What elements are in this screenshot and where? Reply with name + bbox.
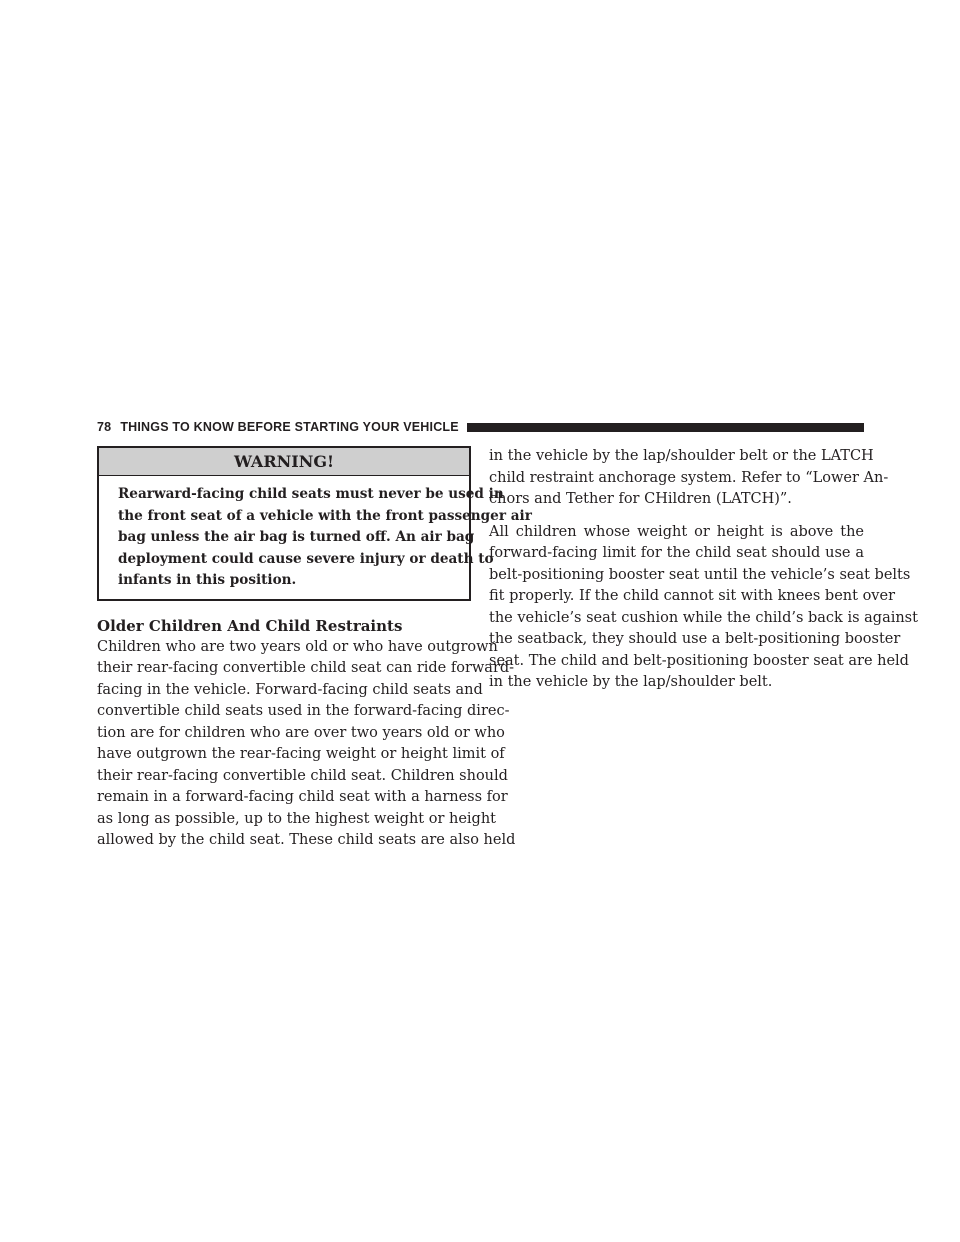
warning-line: bag unless the air bag is turned off. An air bag <box>118 529 475 545</box>
warning-line: deployment could cause severe injury or death to <box>118 550 494 567</box>
text-line: fit properly. If the child cannot sit with knees bent over <box>489 588 896 604</box>
page-number: 78 <box>97 420 112 434</box>
text-line: Children who are two years old or who have outgrown <box>97 638 498 655</box>
warning-text <box>99 476 532 599</box>
body-paragraph <box>97 637 516 852</box>
body-paragraph <box>489 522 918 694</box>
header-rule <box>467 423 864 432</box>
right-column <box>489 446 918 694</box>
text-line: seat. The child and belt-positioning booster seat are held <box>489 652 909 669</box>
warning-box <box>97 446 532 601</box>
section-heading: Older Children And Child Restraints <box>97 616 403 635</box>
warning-title: WARNING! <box>99 448 469 476</box>
text-line: have outgrown the rear-facing weight or height limit of <box>97 746 505 762</box>
text-line: allowed by the child seat. These child seats are also held <box>97 832 516 848</box>
text-line: the vehicle’s seat cushion while the child’s back is against <box>489 609 918 626</box>
page-header <box>97 417 864 437</box>
warning-line: the front seat of a vehicle with the front passenger air <box>118 507 532 524</box>
text-line: their rear-facing convertible child seat can ride forward- <box>97 660 515 676</box>
text-line: All children whose weight or height is above the <box>489 523 864 540</box>
text-line: as long as possible, up to the highest weight or height <box>97 810 497 827</box>
warning-line: Rearward-facing child seats must never be used in <box>118 486 504 502</box>
section-title: THINGS TO KNOW BEFORE STARTING YOUR VEHICLE <box>120 420 459 434</box>
warning-line: infants in this position. <box>118 572 297 588</box>
text-line: in the vehicle by the lap/shoulder belt or the LATCH <box>489 448 874 464</box>
text-line: in the vehicle by the lap/shoulder belt. <box>489 674 773 690</box>
text-line: tion are for children who are over two years old or who <box>97 724 505 741</box>
text-line: convertible child seats used in the forward-facing direc- <box>97 703 510 719</box>
text-line: the seatback, they should use a belt-positioning booster <box>489 631 901 647</box>
body-paragraph <box>489 446 889 511</box>
text-line: belt-positioning booster seat until the vehicle’s seat belts <box>489 566 911 583</box>
text-line: child restraint anchorage system. Refer to “Lower An- <box>489 469 889 486</box>
text-line: remain in a forward-facing child seat with a harness for <box>97 789 508 805</box>
left-column <box>97 446 532 852</box>
text-line: facing in the vehicle. Forward-facing child seats and <box>97 681 483 698</box>
text-line: their rear-facing convertible child seat. Children should <box>97 767 508 784</box>
text-line: chors and Tether for CHildren (LATCH)”. <box>489 491 792 507</box>
text-line: forward-facing limit for the child seat should use a <box>489 545 864 561</box>
